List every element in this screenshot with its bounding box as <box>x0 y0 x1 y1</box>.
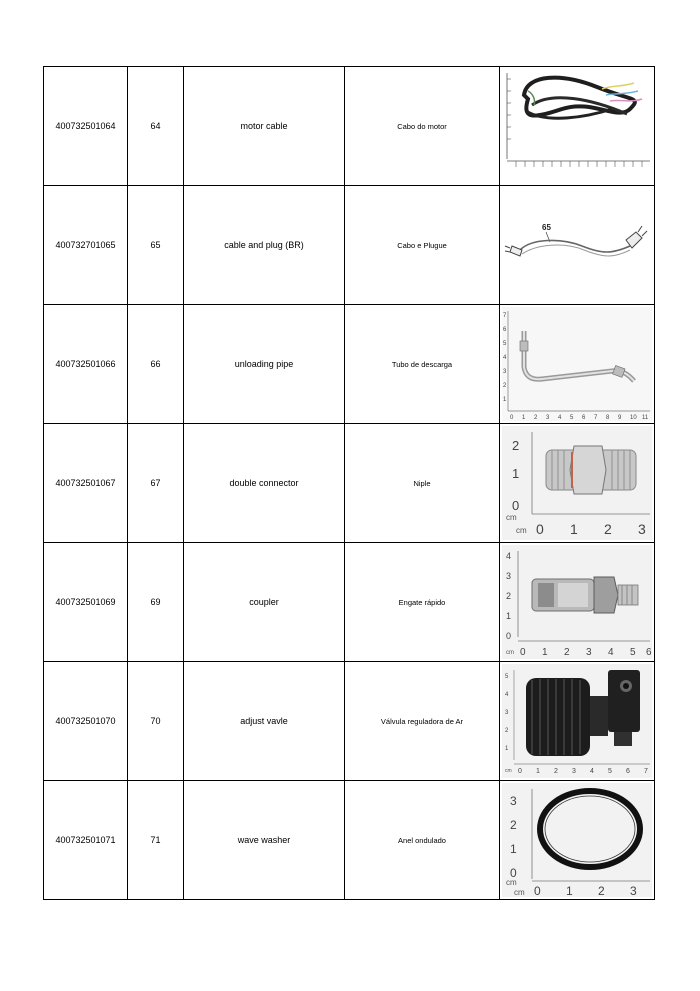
ruler-label: 4 <box>506 551 512 561</box>
ruler-label: 2 <box>564 647 570 658</box>
adjust-valve-photo <box>502 664 652 778</box>
table-row <box>44 781 655 900</box>
ruler-unit: cm <box>506 650 514 656</box>
ruler-label: 0 <box>512 498 520 513</box>
part-name-pt: Niple <box>345 424 500 543</box>
ruler-label: 4 <box>505 692 509 698</box>
ruler-label: 2 <box>534 415 538 421</box>
part-image-cell <box>500 781 655 900</box>
ruler-label: 2 <box>604 521 612 537</box>
wave-washer-photo <box>502 783 652 897</box>
ruler-label: 3 <box>506 571 512 581</box>
callout-label: 65 <box>542 223 551 232</box>
part-image-cell <box>500 305 655 424</box>
part-number: 71 <box>128 781 184 900</box>
table-row <box>44 543 655 662</box>
part-name-pt: Tubo de descarga <box>345 305 500 424</box>
ruler-label: 1 <box>510 842 517 856</box>
ruler-label: 0 <box>534 884 541 897</box>
ruler-label: 1 <box>566 884 573 897</box>
ruler-label: 2 <box>506 591 512 601</box>
parts-table <box>43 66 655 900</box>
part-image-cell <box>500 67 655 186</box>
ruler-label: 3 <box>630 884 637 897</box>
ruler-label: 1 <box>570 521 578 537</box>
part-number: 66 <box>128 305 184 424</box>
ruler-unit: cm <box>506 513 517 522</box>
ruler-label: 6 <box>646 647 652 658</box>
ruler-label: 5 <box>503 341 507 347</box>
ruler-label: 4 <box>590 768 594 775</box>
part-name-en: cable and plug (BR) <box>184 186 345 305</box>
ruler-label: 3 <box>586 647 592 658</box>
part-code: 400732501069 <box>44 543 128 662</box>
unloading-pipe-photo <box>502 307 652 421</box>
ruler-label: 2 <box>503 383 507 389</box>
part-name-pt: Cabo do motor <box>345 67 500 186</box>
part-image-cell <box>500 424 655 543</box>
part-code: 400732701065 <box>44 186 128 305</box>
ruler-label: 0 <box>506 631 512 641</box>
ruler-label: 8 <box>606 415 610 421</box>
ruler-label: 3 <box>546 415 550 421</box>
part-number: 69 <box>128 543 184 662</box>
part-name-pt: Engate rápido <box>345 543 500 662</box>
ruler-label: 5 <box>570 415 574 421</box>
ruler-label: 6 <box>626 768 630 775</box>
part-name-pt: Válvula reguladora de Ar <box>345 662 500 781</box>
part-code: 400732501071 <box>44 781 128 900</box>
table-row <box>44 67 655 186</box>
ruler-label: 1 <box>505 746 509 752</box>
ruler-label: 10 <box>630 415 637 421</box>
ruler-label: 1 <box>512 466 520 481</box>
ruler-label: 2 <box>505 728 509 734</box>
ruler-label: 1 <box>536 768 540 775</box>
table-row <box>44 662 655 781</box>
part-image-cell <box>500 662 655 781</box>
table-row <box>44 305 655 424</box>
ruler-label: 7 <box>503 313 507 319</box>
part-number: 67 <box>128 424 184 543</box>
double-connector-photo <box>502 426 652 540</box>
ruler-label: 0 <box>518 768 522 775</box>
table-row <box>44 424 655 543</box>
ruler-label: 0 <box>520 647 526 658</box>
motor-cable-photo <box>502 69 652 183</box>
ruler-unit: cm <box>514 888 525 897</box>
part-name-en: unloading pipe <box>184 305 345 424</box>
ruler-label: 0 <box>510 415 514 421</box>
ruler-label: 2 <box>554 768 558 775</box>
part-name-en: double connector <box>184 424 345 543</box>
ruler-label: 3 <box>510 794 517 808</box>
part-name-en: coupler <box>184 543 345 662</box>
part-code: 400732501064 <box>44 67 128 186</box>
part-image-cell <box>500 543 655 662</box>
ruler-label: 7 <box>644 768 648 775</box>
ruler-label: 5 <box>630 647 636 658</box>
part-name-pt: Cabo e Plugue <box>345 186 500 305</box>
part-name-en: motor cable <box>184 67 345 186</box>
ruler-label: 4 <box>558 415 562 421</box>
ruler-label: 2 <box>512 438 520 453</box>
table-row <box>44 186 655 305</box>
part-image-cell <box>500 186 655 305</box>
ruler-unit: cm <box>505 768 512 774</box>
ruler-label: 3 <box>505 710 509 716</box>
coupler-photo <box>502 545 652 659</box>
part-name-en: wave washer <box>184 781 345 900</box>
ruler-label: 6 <box>503 327 507 333</box>
ruler-label: 5 <box>608 768 612 775</box>
ruler-label: 1 <box>522 415 526 421</box>
ruler-label: 1 <box>542 647 548 658</box>
part-name-en: adjust vavle <box>184 662 345 781</box>
ruler-label: 4 <box>608 647 614 658</box>
ruler-label: 5 <box>505 674 509 680</box>
ruler-unit: cm <box>506 878 517 887</box>
ruler-label: 0 <box>536 521 544 537</box>
ruler-label: 2 <box>510 818 517 832</box>
part-number: 64 <box>128 67 184 186</box>
ruler-label: 2 <box>598 884 605 897</box>
ruler-label: 1 <box>506 611 512 621</box>
part-code: 400732501067 <box>44 424 128 543</box>
ruler-label: 3 <box>572 768 576 775</box>
ruler-label: 9 <box>618 415 622 421</box>
part-number: 70 <box>128 662 184 781</box>
ruler-label: 0 <box>510 866 517 880</box>
ruler-label: 7 <box>594 415 598 421</box>
part-number: 65 <box>128 186 184 305</box>
part-code: 400732501070 <box>44 662 128 781</box>
ruler-label: 3 <box>503 369 507 375</box>
part-name-pt: Anel ondulado <box>345 781 500 900</box>
ruler-label: 3 <box>638 521 646 537</box>
part-code: 400732501066 <box>44 305 128 424</box>
ruler-label: 1 <box>503 397 507 403</box>
cable-plug-drawing <box>502 188 652 302</box>
ruler-label: 11 <box>642 415 649 421</box>
ruler-unit: cm <box>516 526 527 535</box>
ruler-label: 4 <box>503 355 507 361</box>
ruler-label: 6 <box>582 415 586 421</box>
